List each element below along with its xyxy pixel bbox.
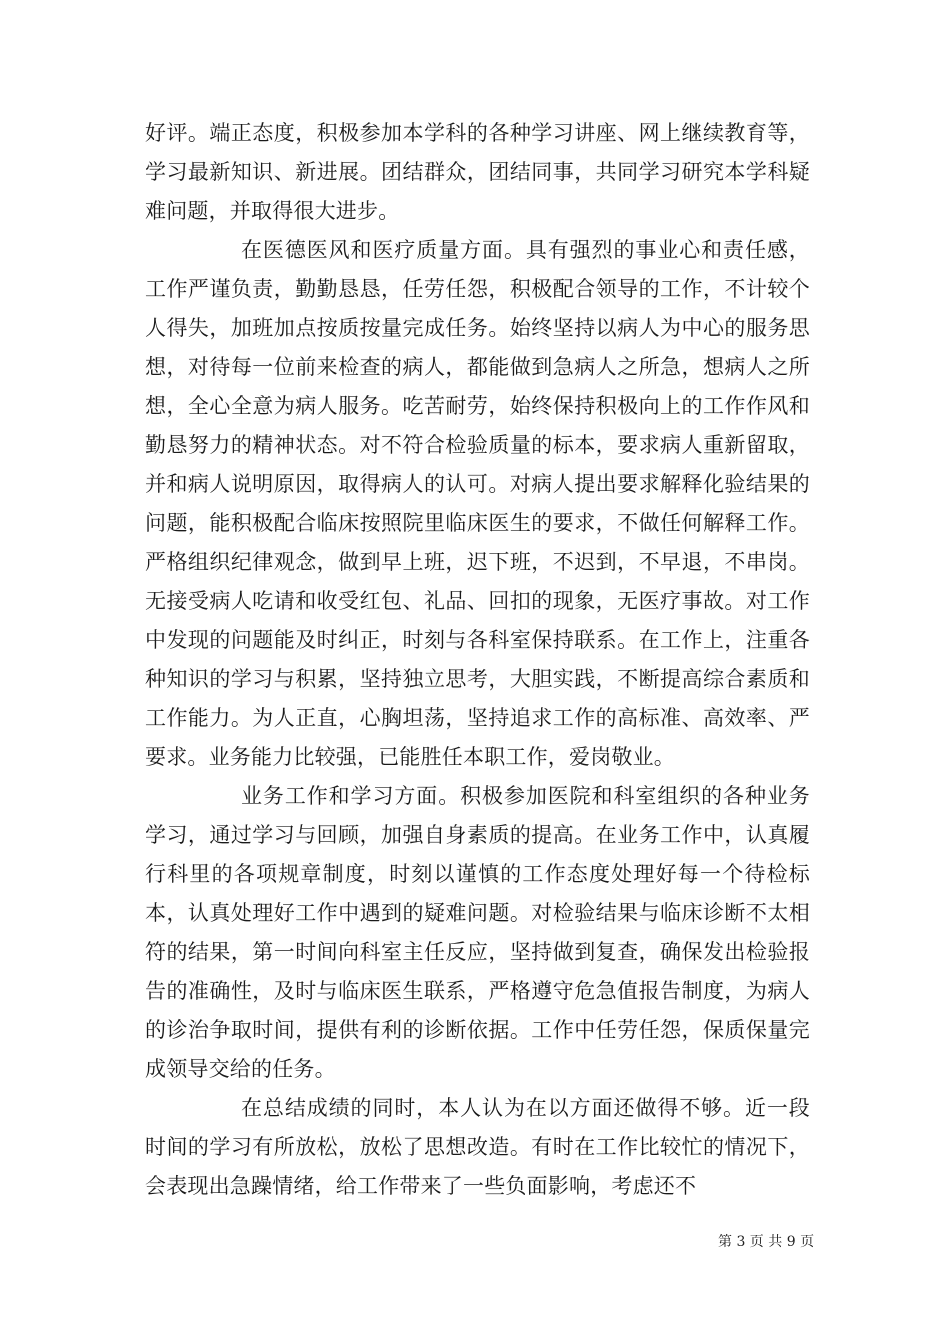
paragraph-continuation: 好评。端正态度，积极参加本学科的各种学习讲座、网上继续教育等，学习最新知识、新进展。团结群众，团结同事，共同学习研究本学科疑难问题，并取得很大进步。	[145, 121, 810, 223]
document-body	[145, 114, 810, 1206]
paragraph-shortcomings: 在总结成绩的同时，本人认为在以方面还做得不够。近一段时间的学习有所放松，放松了思想改造。有时在工作比较忙的情况下，会表现出急躁情绪，给工作带来了一些负面影响，考虑还不	[145, 1096, 810, 1198]
paragraph-work-and-study: 业务工作和学习方面。积极参加医院和科室组织的各种业务学习，通过学习与回顾，加强自身素质的提高。在业务工作中，认真履行科里的各项规章制度，时刻以谨慎的工作态度处理好每一个待检标本，认真处理好工作中遇到的疑难问题。对检验结果与临床诊断不太相符的结果，第一时间向科室主任反应，坚持做到复查，确保发出检验报告的准确性，及时与临床医生联系，严格遵守危急值报告制度，为病人的诊治争取时间，提供有利的诊断依据。工作中任劳任怨，保质保量完成领导交给的任务。	[145, 784, 810, 1081]
paragraph-medical-ethics: 在医德医风和医疗质量方面。具有强烈的事业心和责任感，工作严谨负责，勤勤恳恳，任劳任怨，积极配合领导的工作，不计较个人得失，加班加点按质按量完成任务。始终坚持以病人为中心的服务思想，对待每一位前来检查的病人，都能做到急病人之所急，想病人之所想，全心全意为病人服务。吃苦耐劳，始终保持积极向上的工作作风和勤恳努力的精神状态。对不符合检验质量的标本，要求病人重新留取，并和病人说明原因，取得病人的认可。对病人提出要求解释化验结果的问题，能积极配合临床按照院里临床医生的要求，不做任何解释工作。严格组织纪律观念，做到早上班，迟下班，不迟到，不早退，不串岗。无接受病人吃请和收受红包、礼品、回扣的现象，无医疗事故。对工作中发现的问题能及时纠正，时刻与各科室保持联系。在工作上，注重各种知识的学习与积累，坚持独立思考，大胆实践，不断提高综合素质和工作能力。为人正直，心胸坦荡，坚持追求工作的高标准、高效率、严要求。业务能力比较强，已能胜任本职工作，爱岗敬业。	[145, 238, 810, 769]
page-number-footer: 第 3 页 共 9 页	[718, 1234, 815, 1250]
